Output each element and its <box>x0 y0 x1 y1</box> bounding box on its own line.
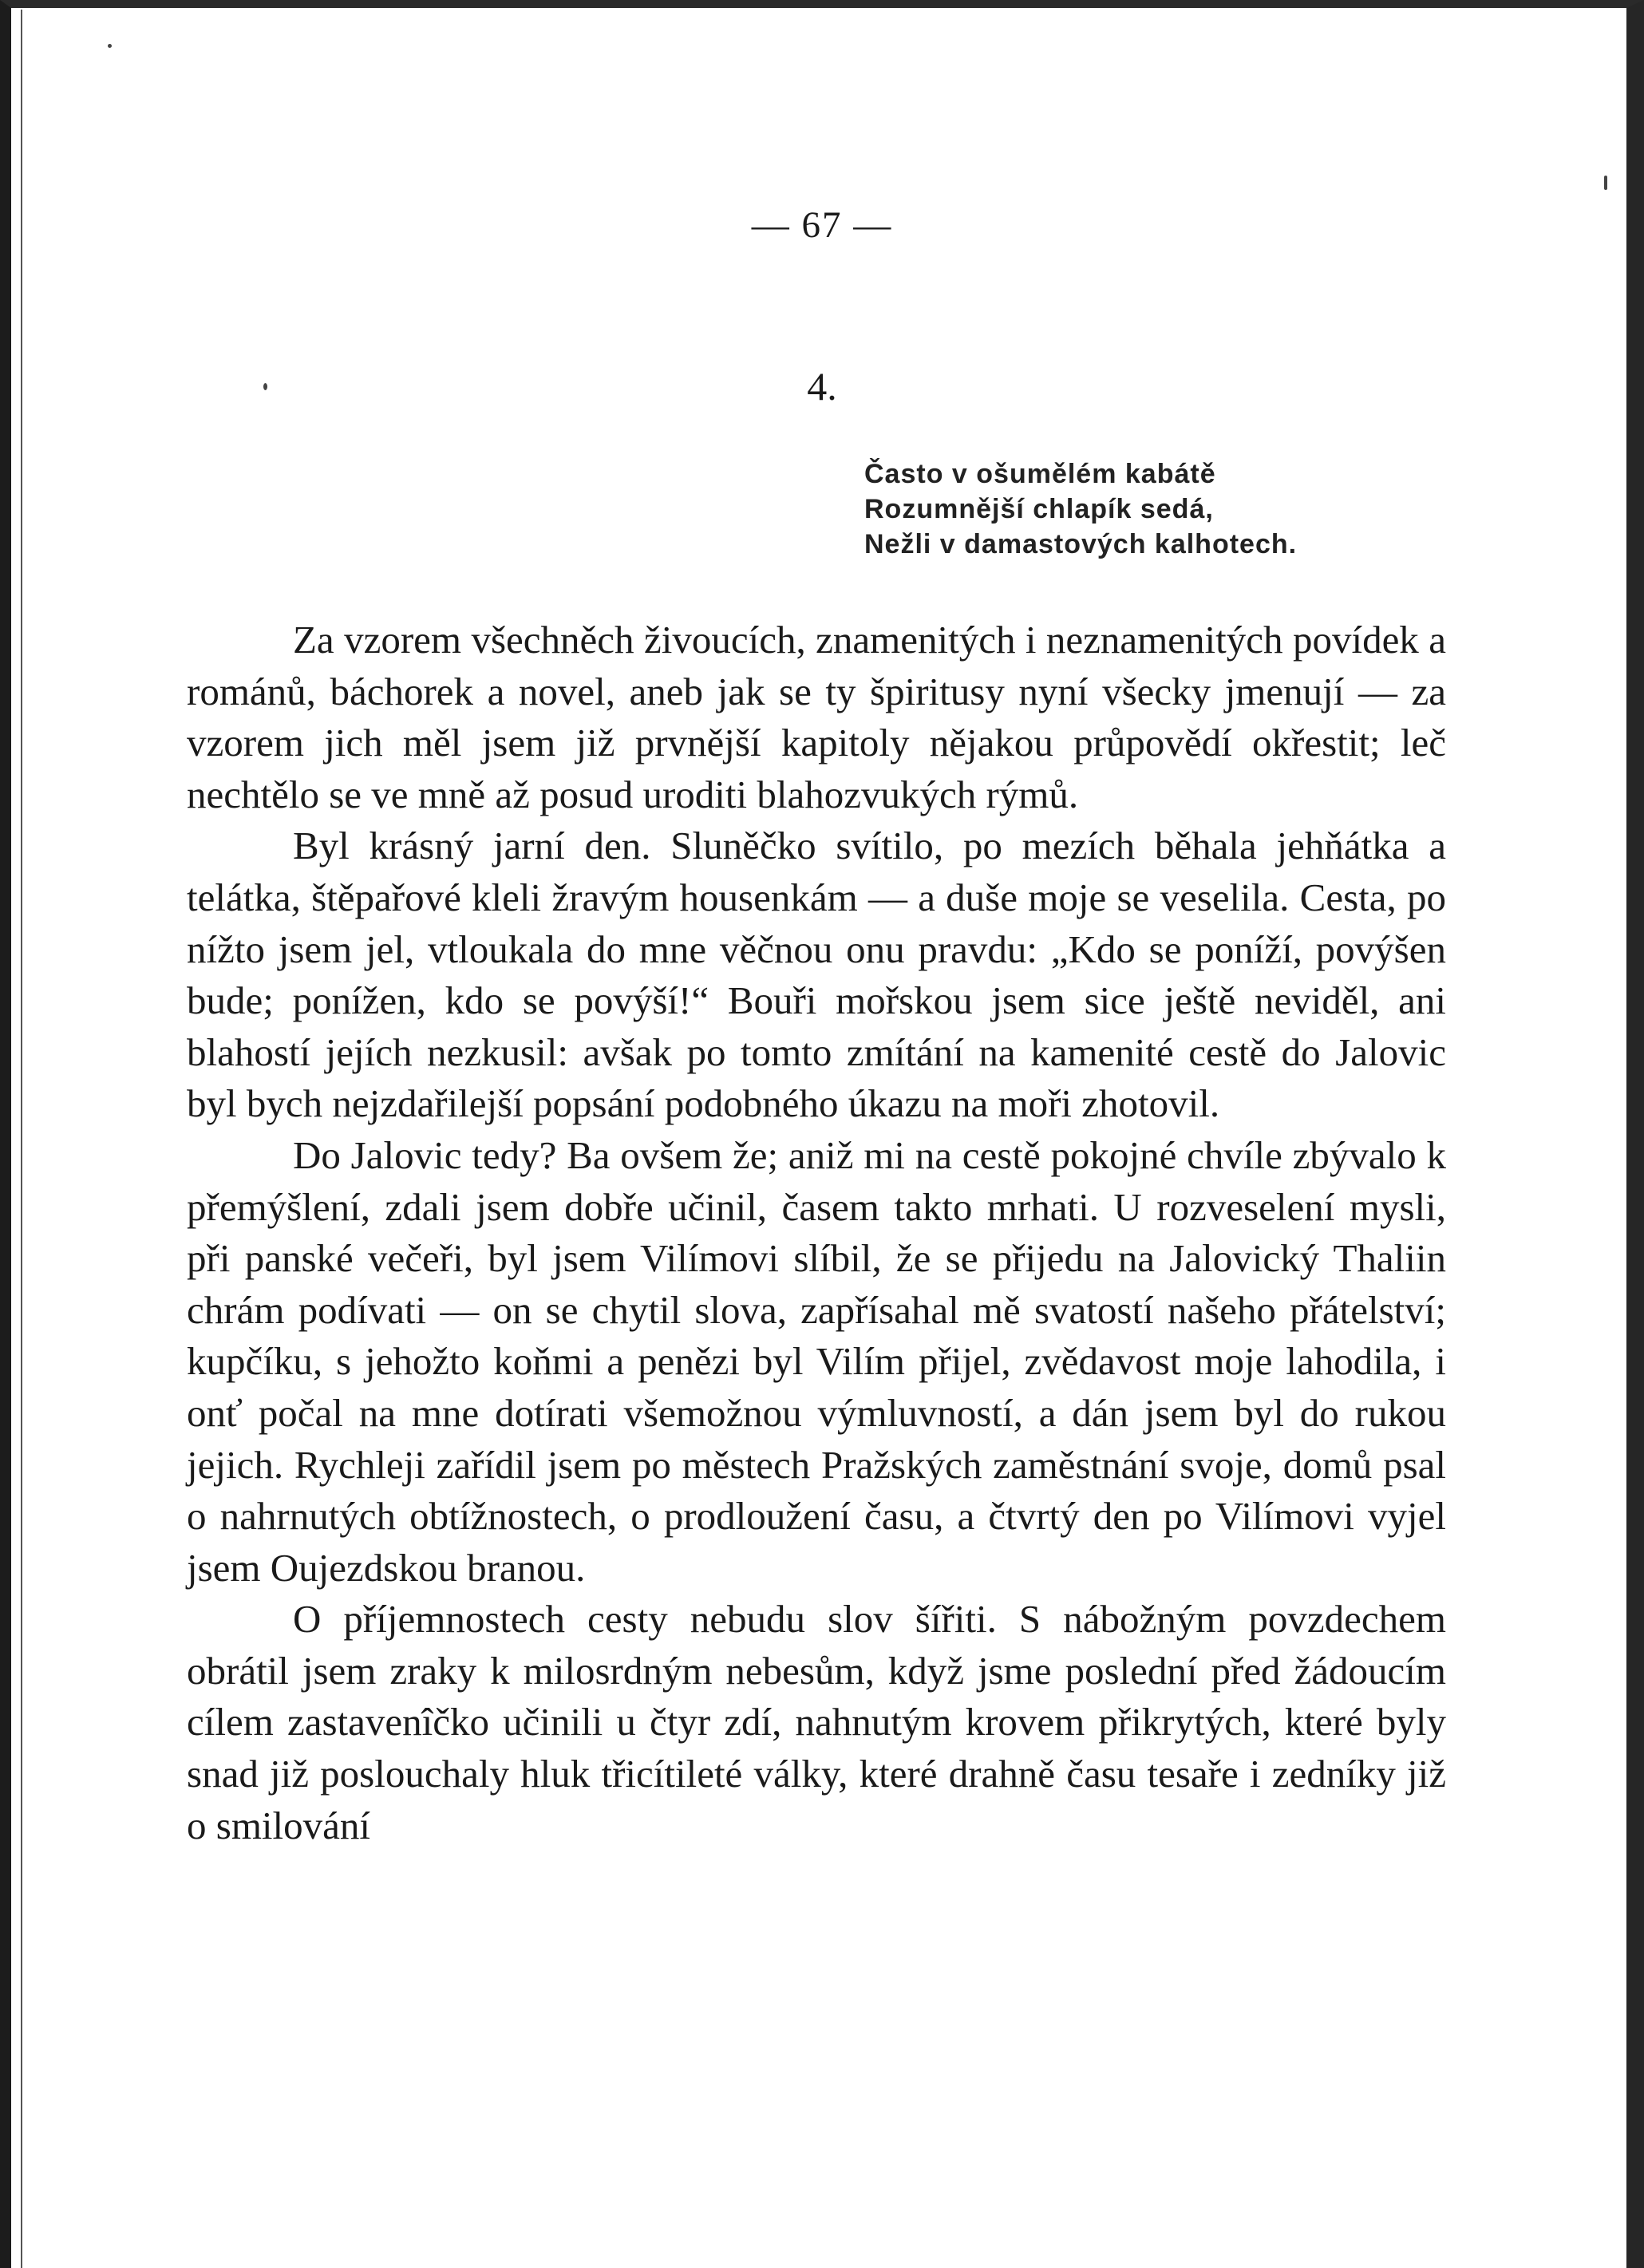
page-number: — 67 — <box>751 204 893 246</box>
scan-speck <box>1604 176 1607 190</box>
epigraph-line: Nežli v damastových kalhotech. <box>864 529 1298 559</box>
paragraph: O příjemnostech cesty nebudu slov šířiti. S nábožným povzdechem obrátil jsem zraky k milosrdným nebesům, když jsme poslední před žádoucím cílem zastavenîčko učinili u čtyr zdí, nahnutým krovem přikrytých, které byly snad již poslouchaly hluk třicítileté války, které drahně času tesaře i zedníky již o smilování <box>187 1597 1446 1847</box>
body-text <box>187 614 1446 1851</box>
scan-speck <box>108 44 112 48</box>
paragraph: Za vzorem všechněch živoucích, znamenitých i neznamenitých povídek a románů, báchorek a novel, aneb jak se ty špiritusy nyní všecky jmenují — za vzorem jich měl jsem již prvnější kapitoly nějakou průpovědí okřestit; leč nechtělo se ve mně až posud uroditi blahozvukých rýmů. <box>187 618 1446 816</box>
scan-edge-line <box>21 10 22 2268</box>
epigraph <box>864 456 1423 562</box>
paragraph: Byl krásný jarní den. Sluněčko svítilo, po mezích běhala jehňátka a telátka, štěpařové kleli žravým housenkám — a duše moje se veselila. Cesta, po nížto jsem jel, vtloukala do mne věčnou onu pravdu: „Kdo se poníží, povýšen bude; ponížen, kdo se povýší!“ Bouři mořskou jsem sice ještě neviděl, ani blahostí jejích nezkusil: avšak po tomto zmítání na kamenité cestě do Jalovic byl bych nejzdařilejší popsání podobného úkazu na moři zhotovil. <box>187 824 1446 1126</box>
epigraph-line: Rozumnější chlapík sedá, <box>864 494 1214 524</box>
epigraph-line: Často v ošumělém kabátě <box>864 459 1216 489</box>
chapter-number: 4. <box>807 364 837 409</box>
paragraph: Do Jalovic tedy? Ba ovšem že; aniž mi na cestě pokojné chvíle zbývalo k přemýšlení, zdali jsem dobře učinil, časem takto mrhati. U rozveselení mysli, při panské večeři, byl jsem Vilímovi slíbil, že se přijedu na Jalovický Thaliin chrám podívati — on se chytil slova, zapřísahal mě svatostí našeho přátelství; kupčíku, s jehožto koňmi a penězi byl Vilím přijel, zvědavost moje lahodila, i onť počal na mne dotírati všemožnou výmluvností, a dán jsem byl do rukou jejich. Rychleji zařídil jsem po městech Pražských zaměstnání svoje, domů psal o nahrnutých obtížnostech, o prodloužení času, a čtvrtý den po Vilímovi vyjel jsem Oujezdskou branou. <box>187 1132 1446 1590</box>
